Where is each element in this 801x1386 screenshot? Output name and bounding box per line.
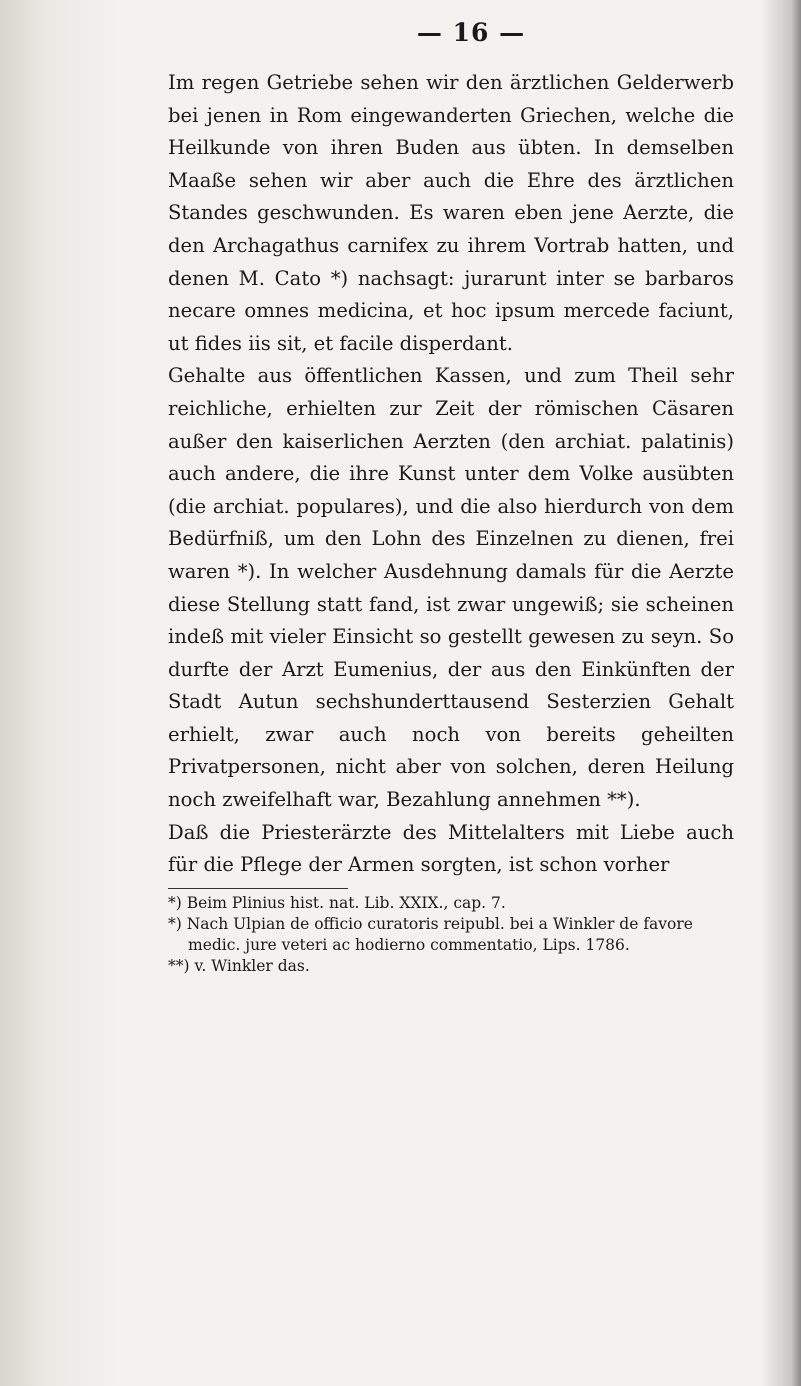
paragraph-1: Im regen Getriebe sehen wir den ärztlichen Gelderwerb bei jenen in Rom eingewanderten Griechen, welche die Heilkunde von ihren Buden aus übten. In demselben Maaße sehen wir aber auch die Ehre des ärztlichen Standes geschwunden. Es waren eben jene Aerzte, die den Archagathus carnifex zu ihrem Vortrab hatten, und denen M. Cato *) nachsagt: jurarunt inter se barbaros necare omnes medicina, et hoc ipsum mercede faciunt, ut fides iis sit, et facile disperdant. xyxy=(168,71,734,355)
footnote-1: *) Beim Plinius hist. nat. Lib. XXIX., cap. 7. xyxy=(168,893,506,912)
page-edge-shadow-right xyxy=(761,0,801,1386)
page-number: — 16 — xyxy=(416,18,526,47)
footnote-2: *) Nach Ulpian de officio curatoris reipubl. bei a Winkler de favore medic. jure veteri ac hodierno commentatio, Lips. 1786. xyxy=(168,914,693,954)
book-page xyxy=(168,18,734,977)
paragraph-3: Daß die Priesterärzte des Mittelalters mit Liebe auch für die Pflege der Armen sorgten, ist schon vorher xyxy=(168,820,734,877)
paragraph-2: Gehalte aus öffentlichen Kassen, und zum Theil sehr reichliche, erhielten zur Zeit der römischen Cäsaren außer den kaiserlichen Aerzten (den archiat. palatinis) auch andere, die ihre Kunst unter dem Volke ausübten (die archiat. populares), und die also hierdurch von dem Bedürfniß, um den Lohn des Einzelnen zu dienen, frei waren *). In welcher Ausdehnung damals für die Aerzte diese Stellung statt fand, ist zwar ungewiß; sie scheinen indeß mit vieler Einsicht so gestellt gewesen zu seyn. So durfte der Arzt Eumenius, der aus den Einkünften der Stadt Autun sechshunderttausend Sesterzien Gehalt erhielt, zwar auch noch von bereits geheilten Privatpersonen, nicht aber von solchen, deren Heilung noch zweifelhaft war, Bezahlung annehmen **). xyxy=(168,364,734,812)
body-text xyxy=(168,67,734,882)
page-edge-shadow-left xyxy=(0,0,120,1386)
footnote-3: **) v. Winkler das. xyxy=(168,956,310,975)
footnotes xyxy=(168,893,734,977)
footnote-divider xyxy=(168,888,348,889)
